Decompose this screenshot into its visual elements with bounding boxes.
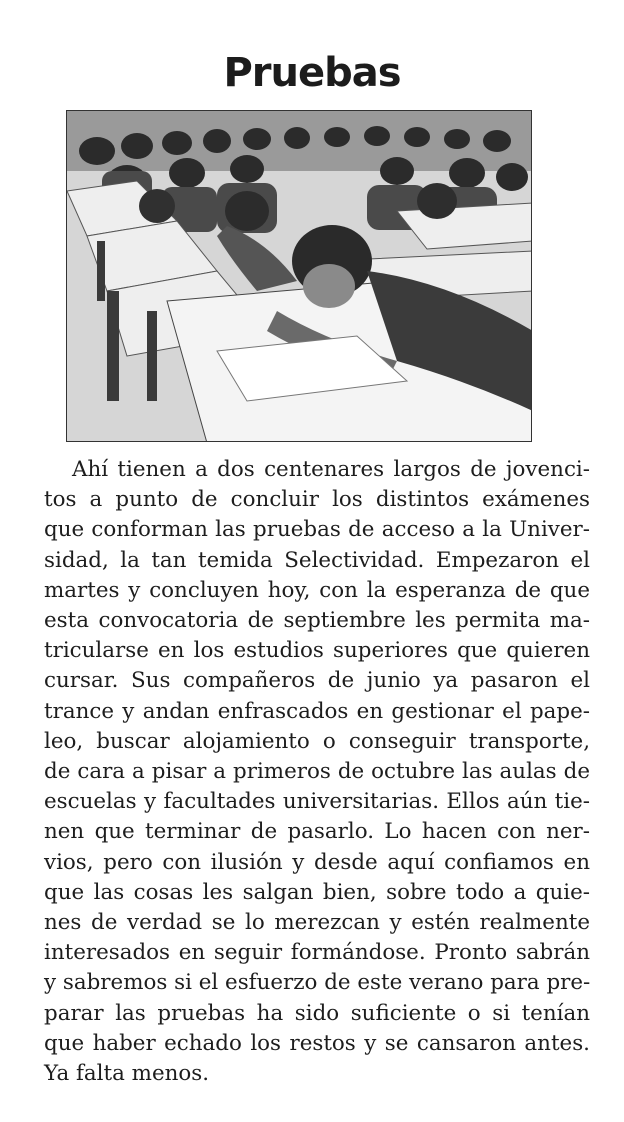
article-line: escuelas y facultades universitarias. Ellos aún tie- [44, 789, 590, 815]
article-line: que haber echado los restos y se cansaron antes. [44, 1030, 590, 1056]
article-line: Ahí tienen a dos centenares largos de jovenci- [72, 457, 590, 482]
article-line: de cara a pisar a primeros de octubre las aulas de [44, 759, 590, 785]
article-line: Ya falta menos. [44, 1061, 210, 1087]
article-line: interesados en seguir formándose. Pronto sabrán [44, 940, 590, 966]
exam-hall-photo [66, 110, 532, 442]
article-line: nen que terminar de pasarlo. Lo hacen con ner- [44, 819, 590, 845]
article-line: leo, buscar alojamiento o conseguir transporte, [44, 728, 590, 754]
article-line: tricularse en los estudios superiores que quieren [44, 638, 590, 664]
article-line: que las cosas les salgan bien, sobre todo a quie- [44, 879, 590, 905]
article-body [44, 455, 590, 1089]
article-line: parar las pruebas ha sido suficiente o si tenían [44, 1000, 590, 1026]
article-line: y sabremos si el esfuerzo de este verano para pre- [44, 970, 591, 996]
article-line: vios, pero con ilusión y desde aquí confiamos en [44, 849, 590, 875]
headline: Pruebas [223, 49, 401, 96]
article-line: cursar. Sus compañeros de junio ya pasaron el [44, 668, 590, 694]
article-line: martes y concluyen hoy, con la esperanza de que [44, 577, 590, 603]
article-line: que conforman las pruebas de acceso a la Univer- [44, 517, 590, 543]
article-line: trance y andan enfrascados en gestionar el pape- [44, 698, 590, 724]
article-line: esta convocatoria de septiembre les permita ma- [44, 608, 590, 634]
article-line: tos a punto de concluir los distintos exámenes [44, 487, 590, 513]
article-line: nes de verdad se lo merezcan y estén realmente [44, 910, 590, 936]
article-line: sidad, la tan temida Selectividad. Empezaron el [44, 547, 590, 573]
